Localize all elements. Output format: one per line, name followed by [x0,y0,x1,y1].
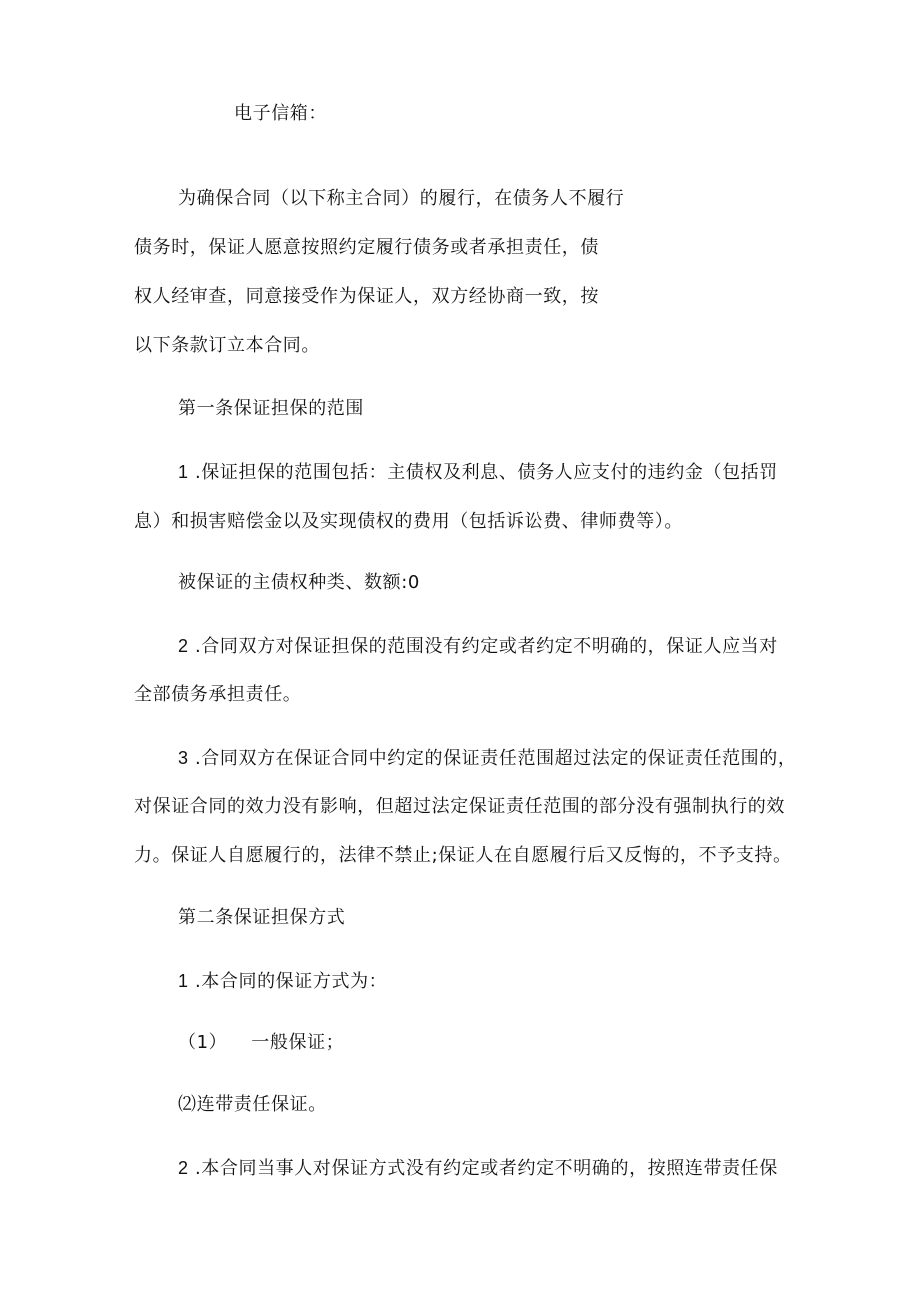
principal-claim-line: 被保证的主债权种类、数额:0 [178,572,420,593]
article1-clause1-line-2: 息）和损害赔偿金以及实现债权的费用（包括诉讼费、律师费等）。 [134,511,683,532]
clause-number: 2 [178,1158,189,1178]
article1-clause1-line-1 [178,460,778,485]
preamble-line-1: 为确保合同（以下称主合同）的履行，在债务人不履行 [178,188,625,209]
preamble-line-4: 以下条款订立本合同。 [134,335,320,356]
clause-text: .合同双方对保证担保的范围没有约定或者约定不明确的，保证人应当对 [194,636,778,657]
clause-number: 3 [178,748,189,768]
article1-clause2-line-1 [178,634,778,659]
clause-number: 2 [178,636,189,656]
article1-clause2-line-2: 全部债务承担责任。 [134,684,302,705]
preamble-line-2: 债务时，保证人愿意按照约定履行债务或者承担责任，债 [134,237,599,258]
clause-text: .本合同当事人对保证方式没有约定或者约定不明确的，按照连带责任保 [194,1158,778,1179]
clause-number: 1 [178,971,189,991]
clause-text: .合同双方在保证合同中约定的保证责任范围超过法定的保证责任范围的， [194,748,797,769]
article1-clause3-line-3: 力。保证人自愿履行的，法律不禁止;保证人在自愿履行后又反悔的，不予支持。 [134,845,792,866]
article1-clause3-line-1 [178,746,796,771]
option-text: 一般保证； [251,1032,345,1053]
option-marker: （1） [178,1032,228,1053]
clause-number: 1 [178,462,189,482]
clause-text: .本合同的保证方式为： [194,971,388,992]
article2-option2: ⑵连带责任保证。 [178,1094,327,1115]
article2-clause1 [178,969,387,994]
article1-title: 第一条保证担保的范围 [178,398,364,419]
preamble-line-3: 权人经审查，同意接受作为保证人，双方经协商一致，按 [134,286,599,307]
article2-clause2 [178,1156,778,1181]
clause-text: .保证担保的范围包括：主债权及利息、债务人应支付的违约金（包括罚 [194,462,778,483]
article2-option1 [178,1031,344,1055]
article2-title: 第二条保证担保方式 [178,907,346,928]
email-label: 电子信箱： [234,103,327,124]
article1-clause3-line-2: 对保证合同的效力没有影响，但超过法定保证责任范围的部分没有强制执行的效 [134,796,785,817]
